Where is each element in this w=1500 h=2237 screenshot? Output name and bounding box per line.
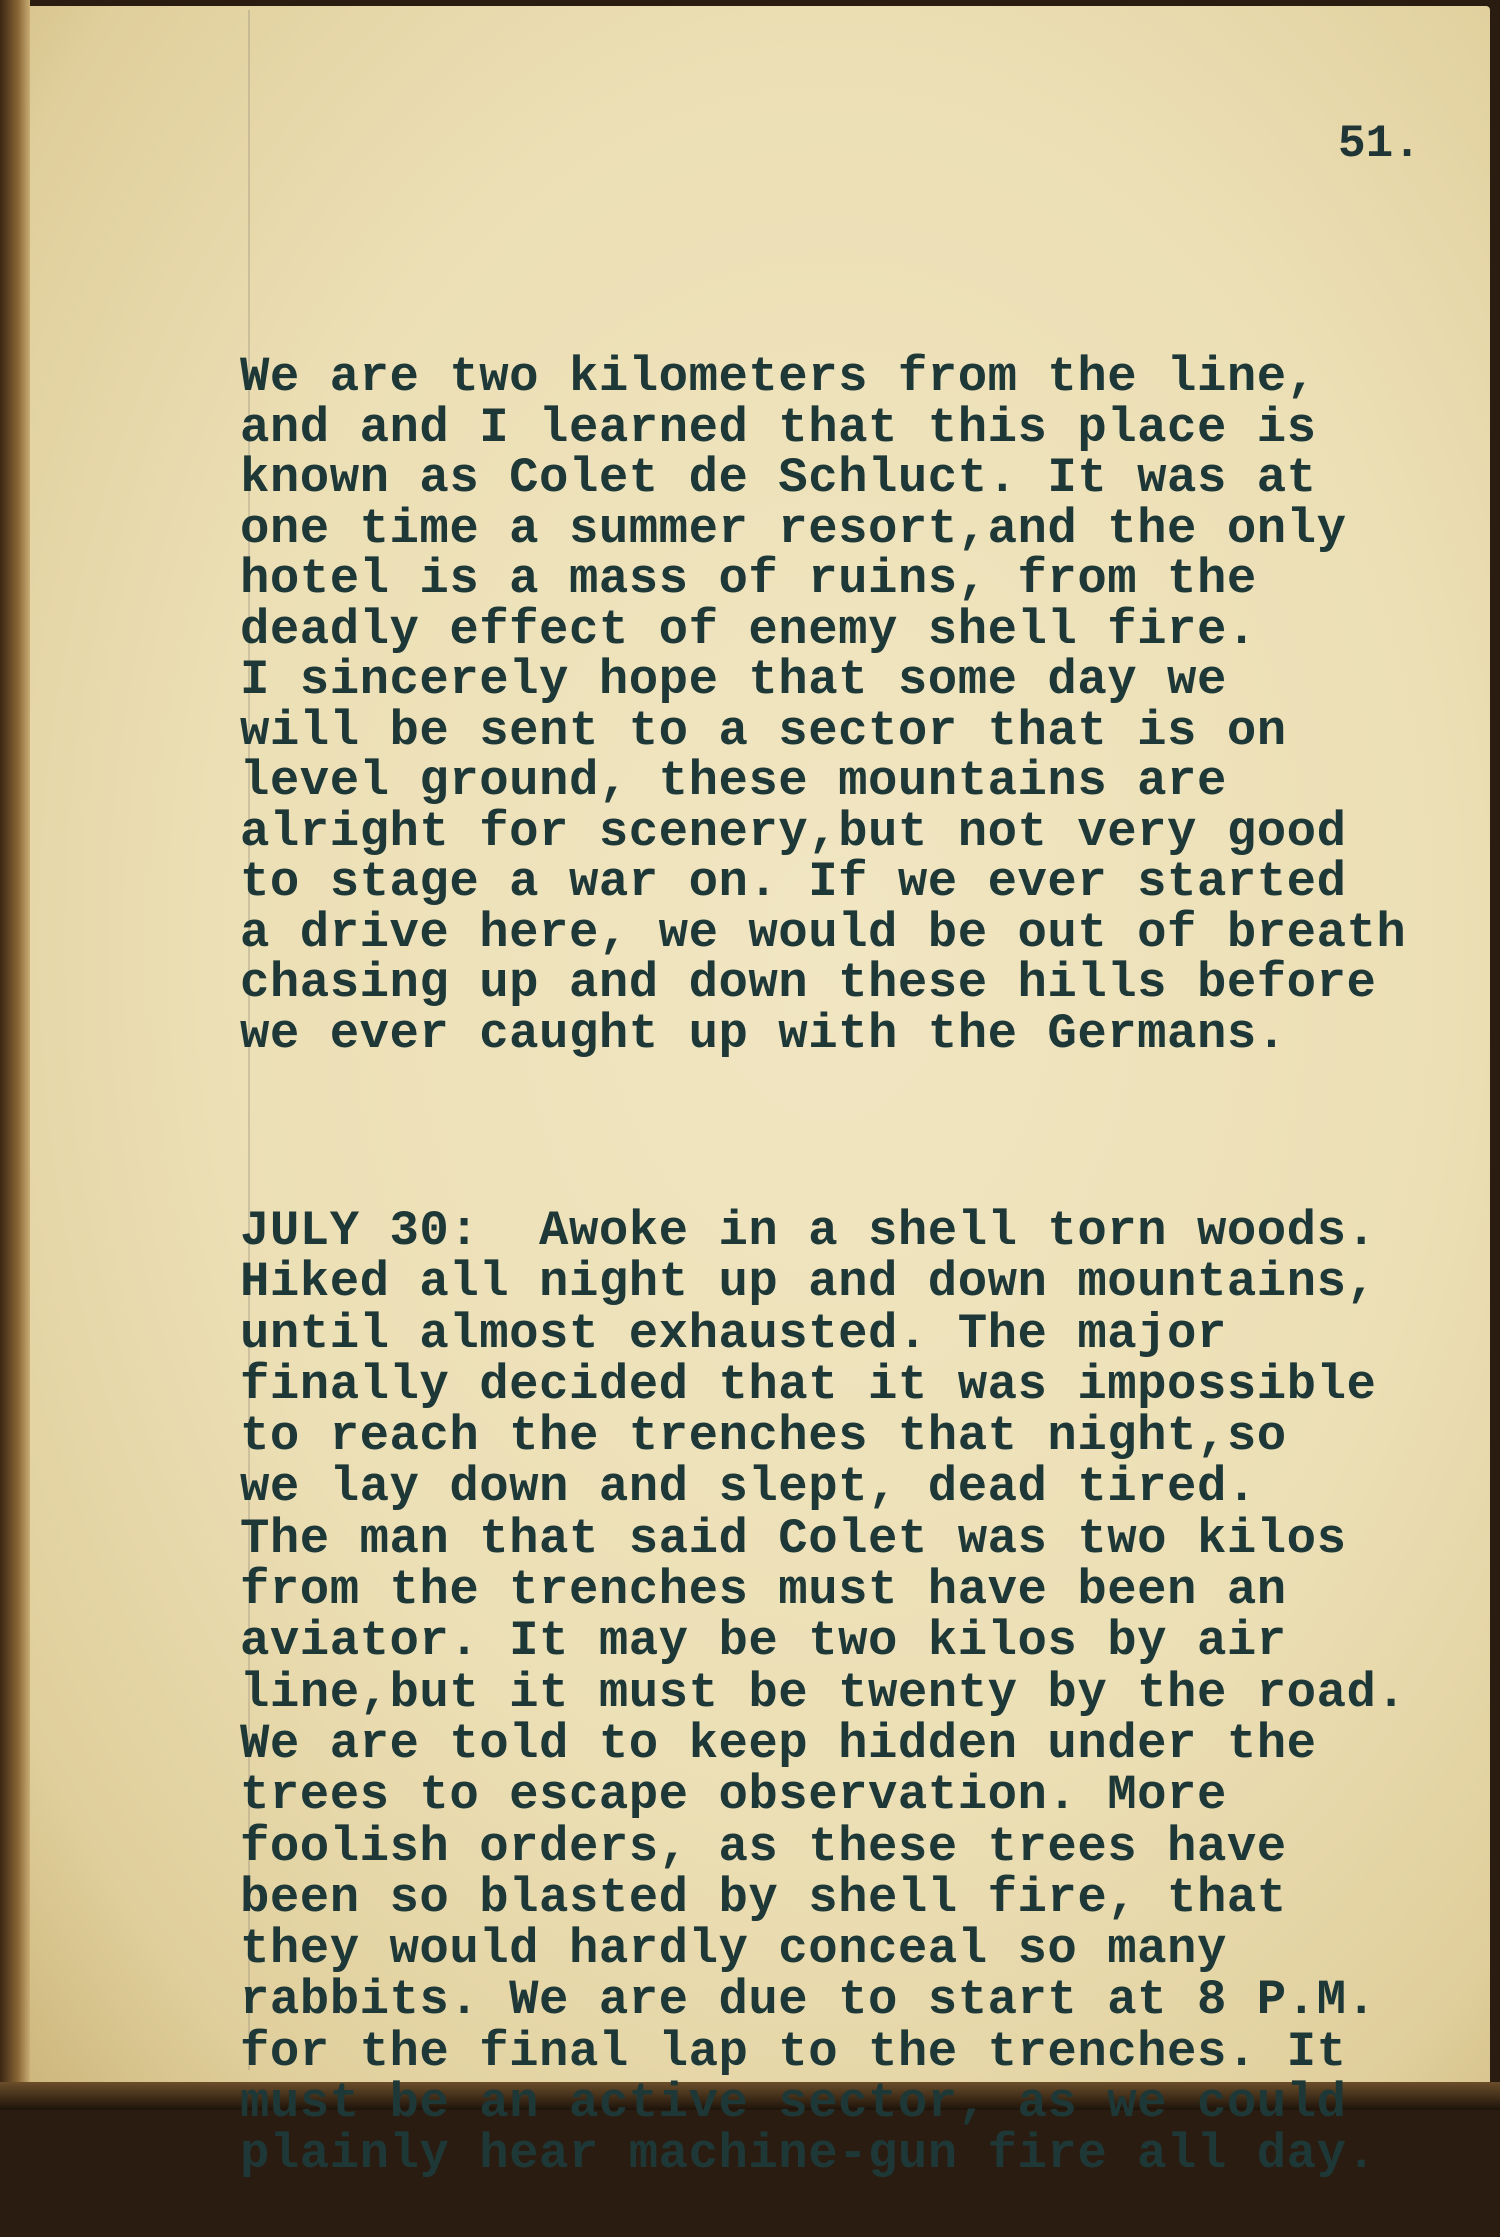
text-line: from the trenches must have been an xyxy=(240,1562,1287,1619)
text-line: must be an active sector, as we could xyxy=(240,2075,1347,2132)
paragraph-2 xyxy=(240,1203,1407,2183)
text-line: JULY 30: Awoke in a shell torn woods. xyxy=(240,1203,1377,1259)
book-binding xyxy=(0,0,30,2110)
text-line: I sincerely hope that some day we xyxy=(240,652,1227,708)
text-line: until almost exhausted. The major xyxy=(240,1305,1227,1362)
text-line: one time a summer resort,and the only xyxy=(240,500,1347,557)
text-line: known as Colet de Schluct. It was at xyxy=(240,450,1317,506)
text-line: level ground, these mountains are xyxy=(240,753,1227,809)
text-line: a drive here, we would be out of breath xyxy=(240,904,1407,961)
text-line: to reach the trenches that night,so xyxy=(240,1408,1287,1465)
text-line: finally decided that it was impossible xyxy=(240,1356,1377,1413)
text-line: alright for scenery,but not very good xyxy=(240,803,1347,860)
text-line: line,but it must be twenty by the road. xyxy=(240,1664,1407,1721)
text-line: we lay down and slept, dead tired. xyxy=(240,1459,1257,1516)
text-line: been so blasted by shell fire, that xyxy=(240,1869,1287,1926)
text-line: chasing up and down these hills before xyxy=(240,955,1377,1011)
paragraph-1 xyxy=(240,349,1407,1062)
text-line: to stage a war on. If we ever started xyxy=(240,854,1347,910)
text-line: rabbits. We are due to start at 8 P.M. xyxy=(240,1972,1377,2029)
text-line: will be sent to a sector that is on xyxy=(240,702,1287,759)
text-line: trees to escape observation. More xyxy=(240,1767,1227,1824)
text-line: foolish orders, as these trees have xyxy=(240,1818,1287,1875)
text-line: and and I learned that this place is xyxy=(240,399,1317,456)
text-line: We are told to keep hidden under the xyxy=(240,1715,1317,1772)
text-line: hotel is a mass of ruins, from the xyxy=(240,551,1257,607)
page-number: 51. xyxy=(1338,118,1421,170)
typewritten-text xyxy=(240,240,1406,2237)
text-line: they would hardly conceal so many xyxy=(240,1921,1227,1978)
text-line: deadly effect of enemy shell fire. xyxy=(240,601,1257,658)
text-line: aviator. It may be two kilos by air xyxy=(240,1613,1287,1670)
text-line: We are two kilometers from the line, xyxy=(240,349,1317,405)
text-line: we ever caught up with the Germans. xyxy=(240,1005,1287,1062)
text-line: for the final lap to the trenches. It xyxy=(240,2023,1347,2080)
text-line: plainly hear machine-gun fire all day. xyxy=(240,2126,1377,2183)
text-line: Hiked all night up and down mountains, xyxy=(240,1254,1377,1311)
text-line: The man that said Colet was two kilos xyxy=(240,1510,1347,1567)
